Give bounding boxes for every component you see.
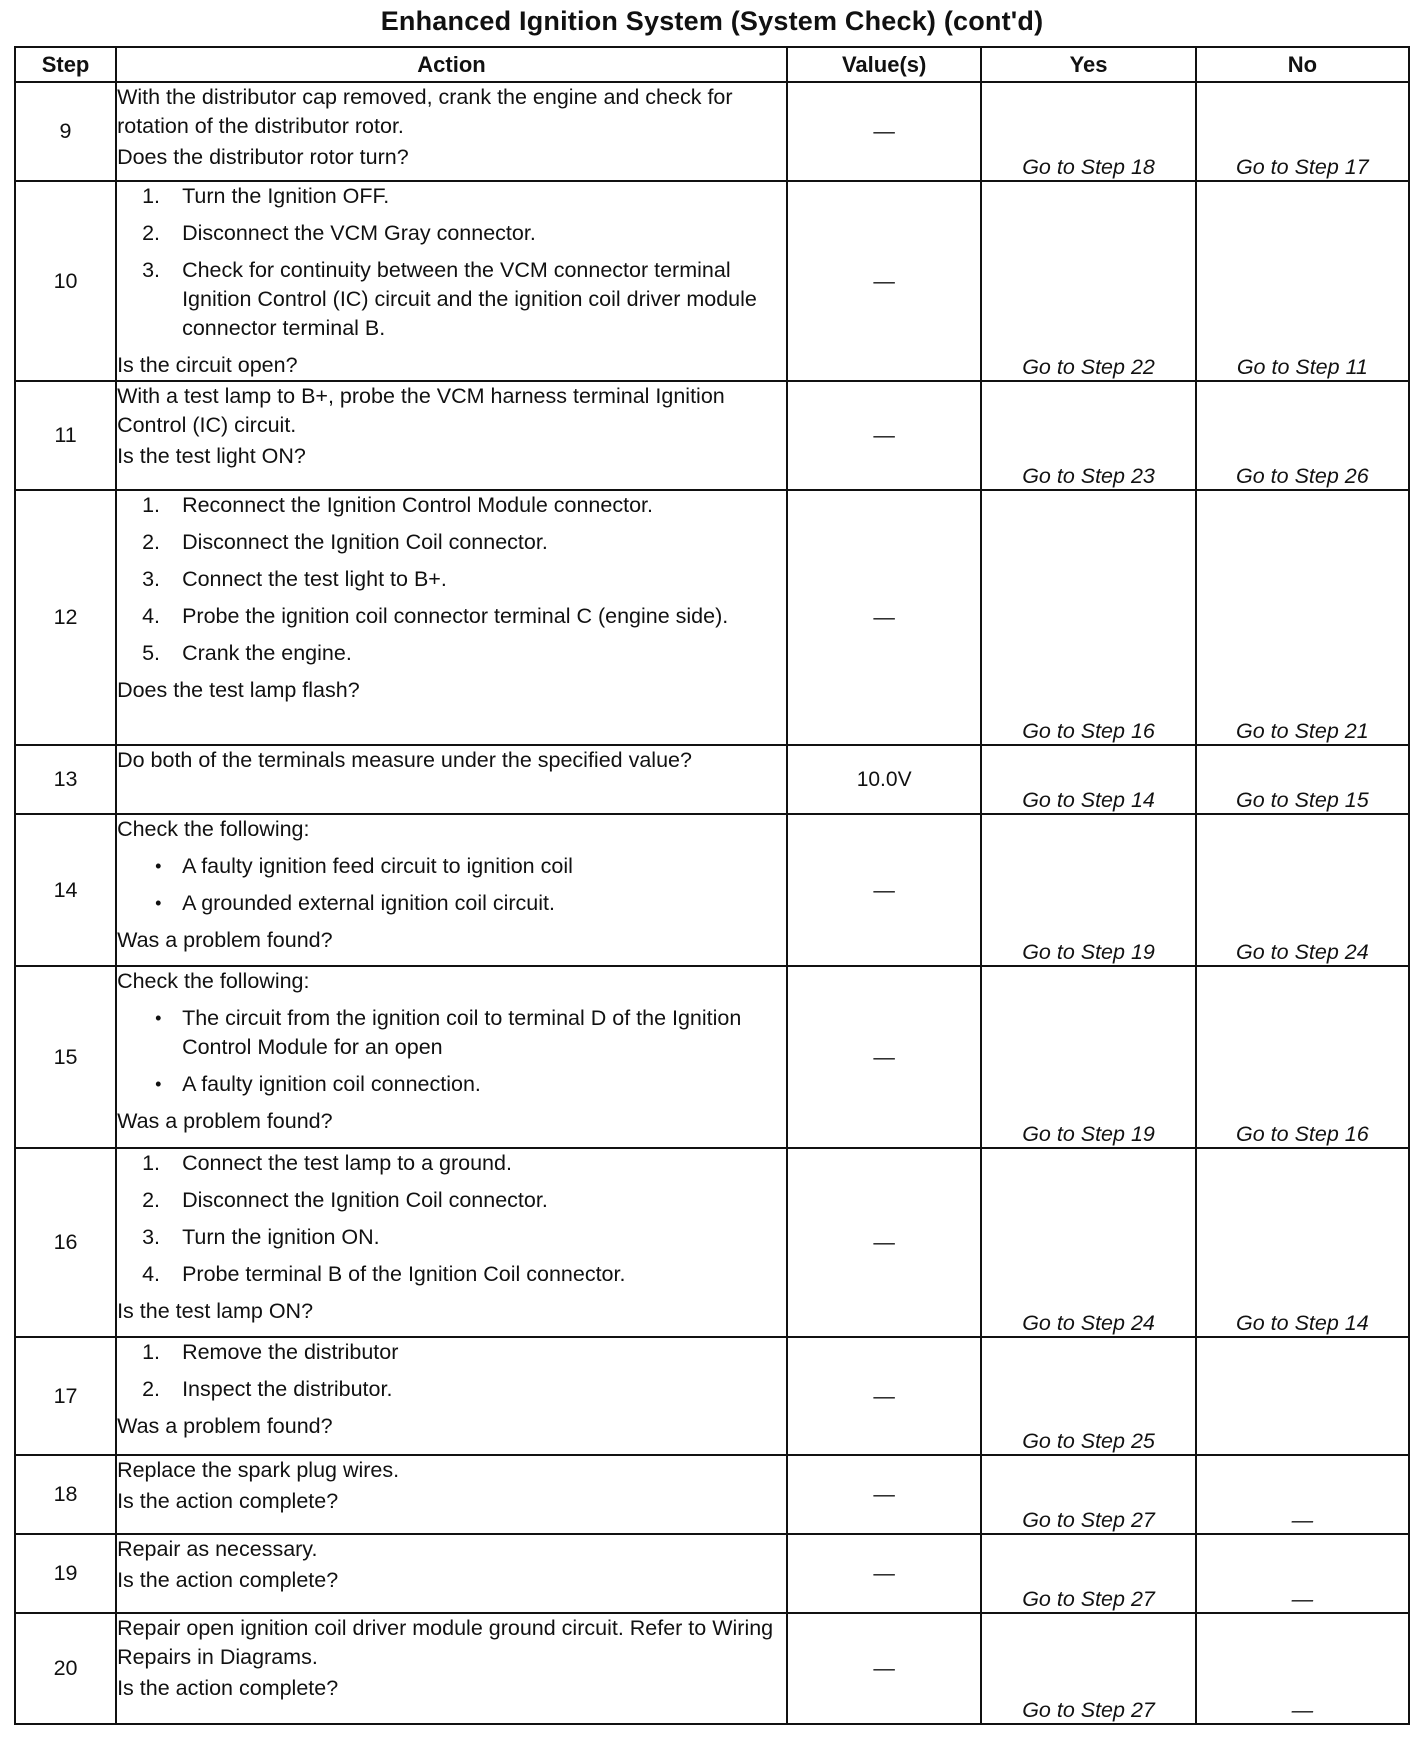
list-item: • A grounded external ignition coil circuit.	[155, 891, 555, 915]
no-cell: —	[1196, 1613, 1409, 1724]
step-number: 9	[15, 82, 116, 181]
action-text: With a test lamp to B+, probe the VCM harness terminal Ignition Control (IC) circuit.	[117, 384, 725, 437]
step-number: 17	[15, 1337, 116, 1455]
no-cell: Go to Step 16	[1196, 966, 1409, 1148]
step-number: 11	[15, 381, 116, 490]
action-cell	[116, 82, 787, 181]
value-cell: —	[787, 966, 981, 1148]
list-item: 2. Disconnect the VCM Gray connector.	[142, 221, 536, 245]
action-cell	[116, 181, 787, 381]
step-number: 10	[15, 181, 116, 381]
action-text: Do both of the terminals measure under the specified value?	[117, 748, 692, 772]
no-cell: Go to Step 24	[1196, 814, 1409, 966]
value-cell: —	[787, 381, 981, 490]
no-cell: —	[1196, 1534, 1409, 1613]
value-cell: —	[787, 1148, 981, 1337]
table-row	[15, 1455, 1409, 1534]
list-item: 2. Disconnect the Ignition Coil connector.	[142, 1188, 548, 1212]
action-cell	[116, 745, 787, 814]
no-cell: Go to Step 11	[1196, 181, 1409, 381]
no-cell: Go to Step 14	[1196, 1148, 1409, 1337]
action-cell	[116, 381, 787, 490]
action-question: Was a problem found?	[117, 1109, 333, 1133]
table-row	[15, 814, 1409, 966]
header-step: Step	[15, 47, 116, 82]
list-item: • A faulty ignition feed circuit to ignition coil	[155, 854, 573, 878]
value-cell: 10.0V	[787, 745, 981, 814]
no-cell: —	[1196, 1455, 1409, 1534]
header-no: No	[1196, 47, 1409, 82]
action-text: Repair as necessary.	[117, 1537, 318, 1561]
action-question: Was a problem found?	[117, 1414, 333, 1438]
value-cell: —	[787, 1613, 981, 1724]
table-header-row	[15, 47, 1409, 82]
action-text: Repair open ignition coil driver module ground circuit. Refer to Wiring Repairs in Diagrams.	[117, 1616, 774, 1669]
action-cell	[116, 966, 787, 1148]
step-number: 19	[15, 1534, 116, 1613]
action-text: Check the following:	[117, 969, 310, 993]
step-number: 18	[15, 1455, 116, 1534]
list-item: 4. Probe the ignition coil connector terminal C (engine side).	[142, 604, 729, 628]
action-question: Does the test lamp flash?	[117, 678, 360, 702]
action-steps	[117, 182, 786, 343]
list-item: 3. Check for continuity between the VCM connector terminal Ignition Control (IC) circuit and the ignition coil driver module connector terminal B.	[142, 258, 757, 340]
value-cell: —	[787, 490, 981, 745]
table-row	[15, 745, 1409, 814]
table-row	[15, 490, 1409, 745]
action-bullets	[117, 1004, 786, 1099]
list-item: 1. Turn the Ignition OFF.	[142, 184, 390, 208]
action-cell	[116, 1613, 787, 1724]
action-steps	[117, 1149, 786, 1289]
action-question: Is the action complete?	[117, 1568, 339, 1592]
action-cell	[116, 1337, 787, 1455]
action-steps	[117, 491, 786, 668]
table-row	[15, 1148, 1409, 1337]
page-title: Enhanced Ignition System (System Check) (cont'd)	[380, 6, 1044, 36]
yes-cell: Go to Step 19	[981, 966, 1195, 1148]
action-question: Is the test lamp ON?	[117, 1299, 314, 1323]
step-number: 20	[15, 1613, 116, 1724]
list-item: 2. Inspect the distributor.	[142, 1377, 393, 1401]
yes-cell: Go to Step 16	[981, 490, 1195, 745]
value-cell: —	[787, 82, 981, 181]
table-row	[15, 1337, 1409, 1455]
yes-cell: Go to Step 14	[981, 745, 1195, 814]
no-cell: Go to Step 15	[1196, 745, 1409, 814]
action-text: With the distributor cap removed, crank the engine and check for rotation of the distributor rotor.	[117, 85, 733, 138]
step-number: 14	[15, 814, 116, 966]
no-cell	[1196, 1337, 1409, 1455]
diagnostic-table	[14, 46, 1410, 1725]
list-item: • The circuit from the ignition coil to terminal D of the Ignition Control Module for an open	[155, 1006, 742, 1059]
step-number: 12	[15, 490, 116, 745]
list-item: 1. Remove the distributor	[142, 1340, 399, 1364]
header-values: Value(s)	[787, 47, 981, 82]
value-cell: —	[787, 1534, 981, 1613]
action-question: Was a problem found?	[117, 928, 333, 952]
table-row	[15, 966, 1409, 1148]
step-number: 13	[15, 745, 116, 814]
table-row	[15, 1613, 1409, 1724]
yes-cell: Go to Step 19	[981, 814, 1195, 966]
action-text: Check the following:	[117, 817, 310, 841]
no-cell: Go to Step 26	[1196, 381, 1409, 490]
list-item: 4. Probe terminal B of the Ignition Coil connector.	[142, 1262, 626, 1286]
yes-cell: Go to Step 22	[981, 181, 1195, 381]
action-question: Is the action complete?	[117, 1676, 339, 1700]
value-cell: —	[787, 1337, 981, 1455]
list-item: 1. Reconnect the Ignition Control Module connector.	[142, 493, 653, 517]
value-cell: —	[787, 1455, 981, 1534]
list-item: 2. Disconnect the Ignition Coil connector.	[142, 530, 548, 554]
action-question: Is the action complete?	[117, 1489, 339, 1513]
yes-cell: Go to Step 27	[981, 1613, 1195, 1724]
yes-cell: Go to Step 24	[981, 1148, 1195, 1337]
action-question: Does the distributor rotor turn?	[117, 145, 409, 169]
table-row	[15, 82, 1409, 181]
action-text: Replace the spark plug wires.	[117, 1458, 400, 1482]
table-row	[15, 1534, 1409, 1613]
no-cell: Go to Step 17	[1196, 82, 1409, 181]
no-cell: Go to Step 21	[1196, 490, 1409, 745]
table-row	[15, 181, 1409, 381]
action-question: Is the test light ON?	[117, 444, 306, 468]
action-steps	[117, 1338, 786, 1404]
list-item: 3. Connect the test light to B+.	[142, 567, 447, 591]
list-item: 3. Turn the ignition ON.	[142, 1225, 380, 1249]
yes-cell: Go to Step 27	[981, 1455, 1195, 1534]
value-cell: —	[787, 181, 981, 381]
yes-cell: Go to Step 25	[981, 1337, 1195, 1455]
action-cell	[116, 490, 787, 745]
action-cell	[116, 1534, 787, 1613]
action-cell	[116, 1455, 787, 1534]
action-question: Is the circuit open?	[117, 353, 298, 377]
value-cell: —	[787, 814, 981, 966]
step-number: 16	[15, 1148, 116, 1337]
yes-cell: Go to Step 18	[981, 82, 1195, 181]
header-yes: Yes	[981, 47, 1195, 82]
yes-cell: Go to Step 23	[981, 381, 1195, 490]
action-cell	[116, 1148, 787, 1337]
yes-cell: Go to Step 27	[981, 1534, 1195, 1613]
step-number: 15	[15, 966, 116, 1148]
list-item: • A faulty ignition coil connection.	[155, 1072, 481, 1096]
action-cell	[116, 814, 787, 966]
action-bullets	[117, 852, 786, 918]
table-row	[15, 381, 1409, 490]
list-item: 1. Connect the test lamp to a ground.	[142, 1151, 512, 1175]
header-action: Action	[116, 47, 787, 82]
list-item: 5. Crank the engine.	[142, 641, 352, 665]
